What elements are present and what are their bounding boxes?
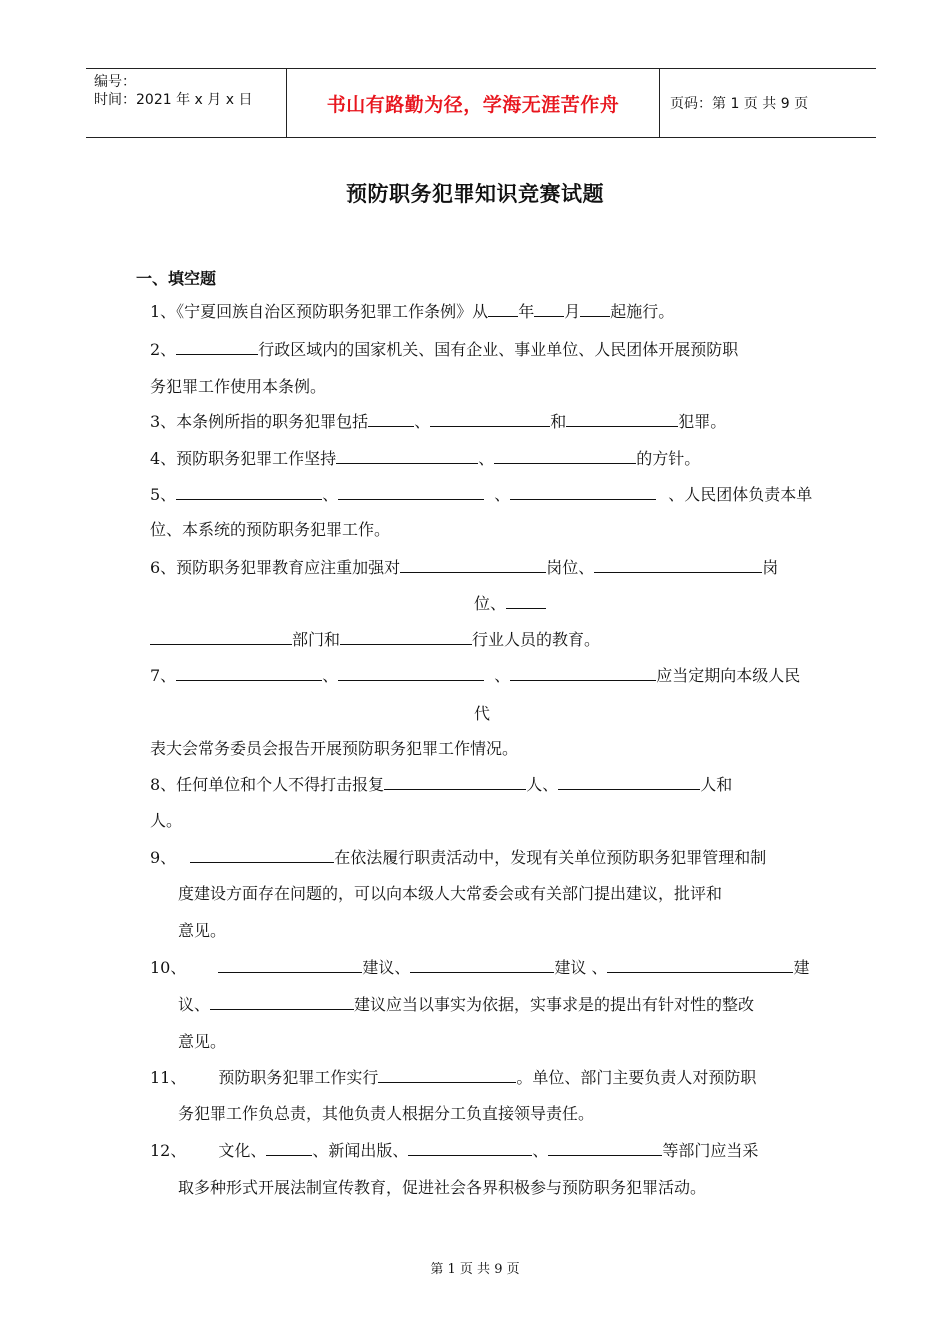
- text: 10、: [150, 958, 187, 977]
- text: 和: [550, 412, 567, 431]
- blank: [338, 666, 484, 681]
- blank: [534, 302, 564, 317]
- question-1: [150, 302, 674, 322]
- question-7-cont2: 表大会常务委员会报告开展预防职务犯罪工作情况。: [150, 739, 519, 758]
- text: 岗: [762, 558, 779, 577]
- question-5: [150, 485, 812, 505]
- blank: [506, 594, 546, 609]
- text: 文化、: [218, 1141, 267, 1160]
- text: 建议 、: [554, 958, 608, 977]
- text: 7、: [150, 666, 177, 685]
- blank: [580, 302, 610, 317]
- question-5-cont: 位、本系统的预防职务犯罪工作。: [150, 520, 391, 539]
- blank: [176, 340, 258, 355]
- blank: [558, 775, 700, 790]
- text: 行业人员的教育。: [472, 630, 601, 649]
- blank: [488, 302, 518, 317]
- text: 建议应当以事实为依据，实事求是的提出有针对性的整改: [354, 995, 755, 1014]
- question-7-cont: 代: [474, 704, 491, 723]
- question-2: [150, 340, 738, 360]
- header-motto: 书山有路勤为径，学海无涯苦作舟: [287, 69, 660, 137]
- question-6-cont2: [150, 630, 600, 650]
- blank: [408, 1141, 532, 1156]
- text: 等部门应当采: [662, 1141, 759, 1160]
- text: 建议、: [362, 958, 411, 977]
- question-10: [150, 958, 810, 978]
- question-11-cont: 务犯罪工作负总责，其他负责人根据分工负直接领导责任。: [178, 1104, 595, 1123]
- text: 应当定期向本级人民: [656, 666, 801, 685]
- blank: [594, 558, 762, 573]
- text: 2、: [150, 340, 177, 359]
- page-footer: 第 1 页 共 9 页: [430, 1262, 520, 1277]
- blank: [176, 666, 322, 681]
- text: 预防职务犯罪工作实行: [218, 1068, 379, 1087]
- question-11: [150, 1068, 756, 1088]
- text: 在依法履行职责活动中，发现有关单位预防职务犯罪管理和制: [334, 848, 767, 867]
- blank: [210, 995, 354, 1010]
- text: 、人民团体负责本单: [668, 485, 813, 504]
- text: 议、: [178, 995, 211, 1014]
- question-2-cont: 务犯罪工作使用本条例。: [150, 377, 327, 396]
- number-label: 编号：: [94, 74, 136, 90]
- question-4: [150, 449, 700, 469]
- text: 、: [322, 666, 339, 685]
- question-12-cont: 取多种形式开展法制宣传教育，促进社会各界积极参与预防职务犯罪活动。: [178, 1178, 707, 1197]
- header-page-info: 页码：第 1 页 共 9 页: [670, 96, 809, 112]
- question-9-cont2: 意见。: [178, 921, 227, 940]
- text: 、: [414, 412, 431, 431]
- text: 月: [564, 302, 581, 321]
- text: 岗位、: [546, 558, 595, 577]
- blank: [410, 958, 554, 973]
- blank: [150, 630, 292, 645]
- question-12: [150, 1141, 758, 1161]
- text: 3、本条例所指的职务犯罪包括: [150, 412, 369, 431]
- blank: [176, 485, 322, 500]
- blank: [368, 412, 414, 427]
- text: 5、: [150, 485, 177, 504]
- blank: [430, 412, 550, 427]
- question-3: [150, 412, 726, 432]
- blank: [190, 848, 334, 863]
- text: 起施行。: [610, 302, 675, 321]
- blank: [510, 485, 656, 500]
- blank: [338, 485, 484, 500]
- text: 部门和: [292, 630, 341, 649]
- text: 。单位、部门主要负责人对预防职: [516, 1068, 757, 1087]
- blank: [218, 958, 362, 973]
- question-6-cont: [474, 594, 546, 614]
- header-meta-cell: [86, 69, 287, 137]
- question-10-cont2: 意见。: [178, 1032, 227, 1051]
- blank: [566, 412, 678, 427]
- text: 、: [494, 666, 511, 685]
- page-title: 预防职务犯罪知识竞赛试题: [346, 181, 604, 206]
- text: 犯罪。: [678, 412, 727, 431]
- text: 、新闻出版、: [312, 1141, 409, 1160]
- blank: [510, 666, 656, 681]
- question-6: [150, 558, 778, 578]
- text: 6、预防职务犯罪教育应注重加强对: [150, 558, 401, 577]
- text: 行政区域内的国家机关、国有企业、事业单位、人民团体开展预防职: [258, 340, 739, 359]
- question-8-cont: 人。: [150, 811, 183, 830]
- text: 1、《宁夏回族自治区预防职务犯罪工作条例》从: [150, 302, 489, 321]
- text: 建: [793, 958, 810, 977]
- blank: [548, 1141, 662, 1156]
- text: 人、: [526, 775, 559, 794]
- blank: [400, 558, 546, 573]
- question-9-cont: 度建设方面存在问题的，可以向本级人大常委会或有关部门提出建议，批评和: [178, 884, 723, 903]
- text: 12、: [150, 1141, 187, 1160]
- blank: [384, 775, 526, 790]
- text: 、: [532, 1141, 549, 1160]
- blank: [266, 1141, 312, 1156]
- text: 、: [494, 485, 511, 504]
- question-8: [150, 775, 732, 795]
- text: 、: [478, 449, 495, 468]
- blank: [336, 449, 478, 464]
- blank: [378, 1068, 516, 1083]
- question-9: [150, 848, 766, 868]
- blank: [340, 630, 472, 645]
- blank: [607, 958, 793, 973]
- text: 4、预防职务犯罪工作坚持: [150, 449, 337, 468]
- time-label: 时间：2021 年 x 月 x 日: [94, 92, 253, 108]
- text: 的方针。: [636, 449, 701, 468]
- document-header: [86, 68, 876, 138]
- text: 年: [518, 302, 535, 321]
- text: 位、: [474, 594, 507, 613]
- question-7: [150, 666, 800, 686]
- question-10-cont: [178, 995, 754, 1015]
- text: 9、: [150, 848, 177, 867]
- text: 11、: [150, 1068, 187, 1087]
- text: 人和: [700, 775, 733, 794]
- section-title: 一、填空题: [136, 269, 217, 288]
- text: 、: [322, 485, 339, 504]
- blank: [494, 449, 636, 464]
- text: 8、任何单位和个人不得打击报复: [150, 775, 385, 794]
